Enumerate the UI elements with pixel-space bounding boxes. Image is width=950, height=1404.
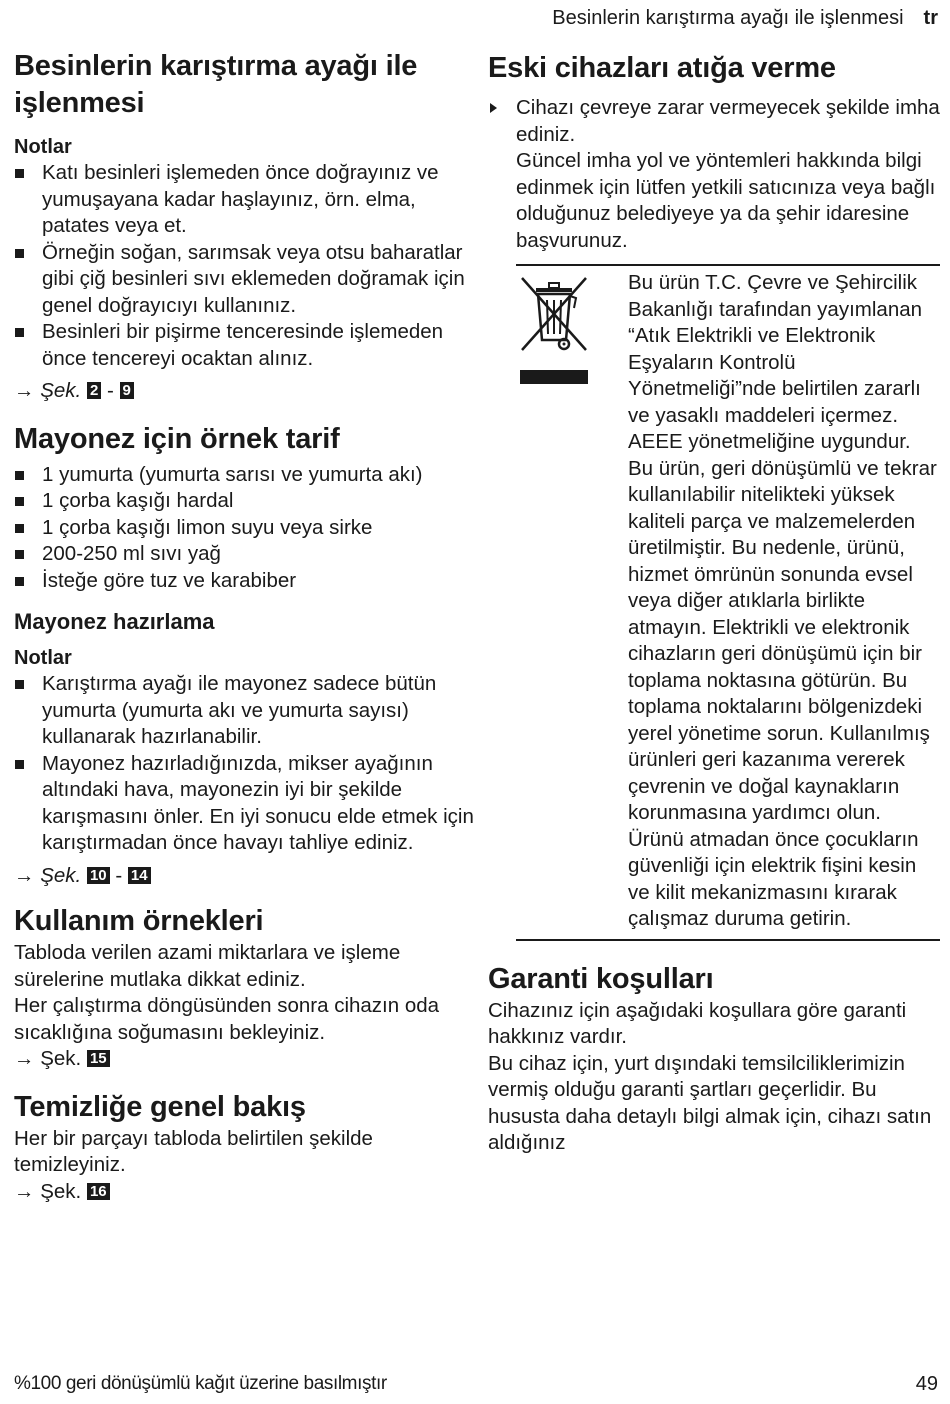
list-item: Katı besinleri işlemeden önce doğrayınız ve yumuşayana kadar haşlayınız, örn. elma, patates veya et. bbox=[14, 160, 474, 240]
running-header bbox=[552, 6, 938, 30]
paragraph: Her çalıştırma döngüsünden sonra cihazın oda sıcaklığına soğumasını bekleyiniz. bbox=[14, 994, 440, 1044]
section-processing-with-blender-foot bbox=[14, 48, 474, 405]
figure-badge: 16 bbox=[87, 1183, 110, 1200]
square-bullet-icon bbox=[15, 249, 24, 258]
step-item: Cihazı çevreye zarar vermeyecek şekilde imha ediniz. bbox=[488, 95, 940, 148]
square-bullet-icon bbox=[15, 550, 24, 559]
disposal-icon-cell bbox=[516, 270, 628, 933]
square-bullet-icon bbox=[15, 760, 24, 769]
figure-badge: 15 bbox=[87, 1050, 110, 1067]
square-bullet-icon bbox=[15, 497, 24, 506]
subsection-title: Mayonez hazırlama bbox=[14, 609, 215, 634]
square-bullet-icon bbox=[15, 577, 24, 586]
square-bullet-icon bbox=[15, 524, 24, 533]
notes-label: Notlar bbox=[14, 647, 72, 669]
recycled-paper-note: %100 geri dönüşümlü kağıt üzerine basılmıştır bbox=[14, 1373, 387, 1394]
triangle-bullet-icon bbox=[490, 103, 497, 113]
section-title: Temizliğe genel bakış bbox=[14, 1090, 306, 1123]
figure-reference: → Şek. 2 - 9 bbox=[14, 378, 474, 405]
list-item: İsteğe göre tuz ve karabiber bbox=[14, 568, 474, 595]
list-item: 1 yumurta (yumurta sarısı ve yumurta akı) bbox=[14, 462, 474, 489]
paragraph: Güncel imha yol ve yöntemleri hakkında bilgi edinmek için lütfen yetkili satıcınıza veya bağlı olduğunuz belediyeye ya da şehir idaresine başvurunuz. bbox=[516, 149, 936, 252]
section-title: Mayonez için örnek tarif bbox=[14, 422, 340, 455]
paragraph: Tabloda verilen azami miktarlara ve işleme sürelerine mutlaka dikkat ediniz. bbox=[14, 941, 401, 991]
paragraph: Her bir parçayı tabloda belirtilen şekilde temizleyiniz. bbox=[14, 1126, 373, 1176]
left-column bbox=[14, 48, 474, 1205]
language-code: tr bbox=[923, 7, 938, 29]
square-bullet-icon bbox=[15, 328, 24, 337]
paragraph: Bu cihaz için, yurt dışındaki temsilciliklerimizin vermiş olduğu garanti şartları geçerlidir. Bu hususta daha detaylı bilgi almak için, cihazı satın aldığınız bbox=[488, 1051, 932, 1154]
figure-badge: 14 bbox=[128, 867, 151, 884]
notes-label: Notlar bbox=[14, 136, 72, 158]
figure-badge: 9 bbox=[120, 382, 134, 399]
section-title: Besinlerin karıştırma ayağı ile işlenmesi bbox=[14, 50, 418, 119]
section-title: Garanti koşulları bbox=[488, 962, 714, 995]
section-warranty bbox=[488, 961, 940, 1157]
section-cleaning-overview bbox=[14, 1089, 474, 1206]
list-item: Mayonez hazırladığınızda, mikser ayağının altındaki hava, mayonezin iyi bir şekilde karışmasını önler. En iyi sonucu elde etmek için karıştırmadan önce havayı tahliye ediniz. bbox=[14, 751, 474, 857]
figure-reference: → Şek. 16 bbox=[14, 1179, 474, 1206]
square-bullet-icon bbox=[15, 169, 24, 178]
step-list bbox=[488, 95, 940, 148]
square-bullet-icon bbox=[15, 471, 24, 480]
section-title: Kullanım örnekleri bbox=[14, 905, 264, 937]
arrow-icon: → bbox=[14, 379, 35, 402]
disposal-notice bbox=[516, 264, 940, 941]
list-item: Örneğin soğan, sarımsak veya otsu baharatlar gibi çiğ besinleri sıvı eklemeden doğramak için genel doğrayıcıyı kullanınız. bbox=[14, 240, 474, 320]
paragraph: Cihazınız için aşağıdaki koşullara göre garanti hakkınız vardır. bbox=[488, 998, 907, 1048]
crossed-out-wheelie-bin-icon bbox=[516, 274, 592, 386]
list-item: 1 çorba kaşığı hardal bbox=[14, 488, 474, 515]
list-item: 1 çorba kaşığı limon suyu veya sirke bbox=[14, 515, 474, 542]
ingredients-list bbox=[14, 462, 474, 595]
paragraph: AEEE yönetmeliğine uygundur. bbox=[628, 430, 911, 453]
section-mayonnaise-recipe bbox=[14, 421, 474, 890]
square-bullet-icon bbox=[15, 680, 24, 689]
notes-list bbox=[14, 160, 474, 372]
figure-badge: 10 bbox=[87, 867, 110, 884]
figure-badge: 2 bbox=[87, 382, 101, 399]
section-disposal bbox=[488, 50, 940, 941]
list-item: Besinleri bir pişirme tenceresinde işlemeden önce tencereyi ocaktan alınız. bbox=[14, 319, 474, 372]
list-item: Karıştırma ayağı ile mayonez sadece bütün yumurta (yumurta akı ve yumurta sayısı) kullanarak hazırlanabilir. bbox=[14, 671, 474, 751]
section-title: Eski cihazları atığa verme bbox=[488, 52, 836, 84]
figure-reference: → Şek. 10 - 14 bbox=[14, 863, 474, 890]
arrow-icon: → bbox=[14, 863, 35, 887]
paragraph: Bu ürün, geri dönüşümlü ve tekrar kullanılabilir nitelikteki yüksek kaliteli parça ve malzemelerden üretilmiştir. Bu nedenle, ürünü, hizmet ömrünün sonunda evsel veya diğer atıklarla birlikte atmayın. Elektrikli ve elektronik cihazların geri dönüşümü için bir toplama noktasına götürün. Bu toplama noktalarını bölgenizdeki yerel yönetime sorun. Kullanılmış ürünleri geri kazanıma vererek çevrenin ve doğal kaynakların korunmasına yardımcı olun. Ürünü atmadan önce çocukların güvenliği için elektrik fişini kesin ve kilit mekanizmasını kırarak çalışmaz duruma getirin. bbox=[628, 456, 937, 930]
notes-list bbox=[14, 671, 474, 857]
figure-reference: → Şek. 15 bbox=[14, 1046, 474, 1073]
list-item: 200-250 ml sıvı yağ bbox=[14, 541, 474, 568]
page-number: 49 bbox=[915, 1373, 938, 1395]
arrow-icon: → bbox=[14, 1047, 35, 1070]
right-column bbox=[488, 50, 940, 1157]
disposal-text bbox=[628, 270, 940, 933]
paragraph: Bu ürün T.C. Çevre ve Şehircilik Bakanlığı tarafından yayımlanan “Atık Elektrikli ve Elektronik Eşyaların Kontrolü Yönetmeliği”nde belirtilen zararlı ve yasaklı maddeleri içermez. bbox=[628, 271, 923, 427]
running-title: Besinlerin karıştırma ayağı ile işlenmesi bbox=[552, 7, 904, 29]
section-usage-examples bbox=[14, 903, 474, 1073]
arrow-icon: → bbox=[14, 1179, 35, 1203]
